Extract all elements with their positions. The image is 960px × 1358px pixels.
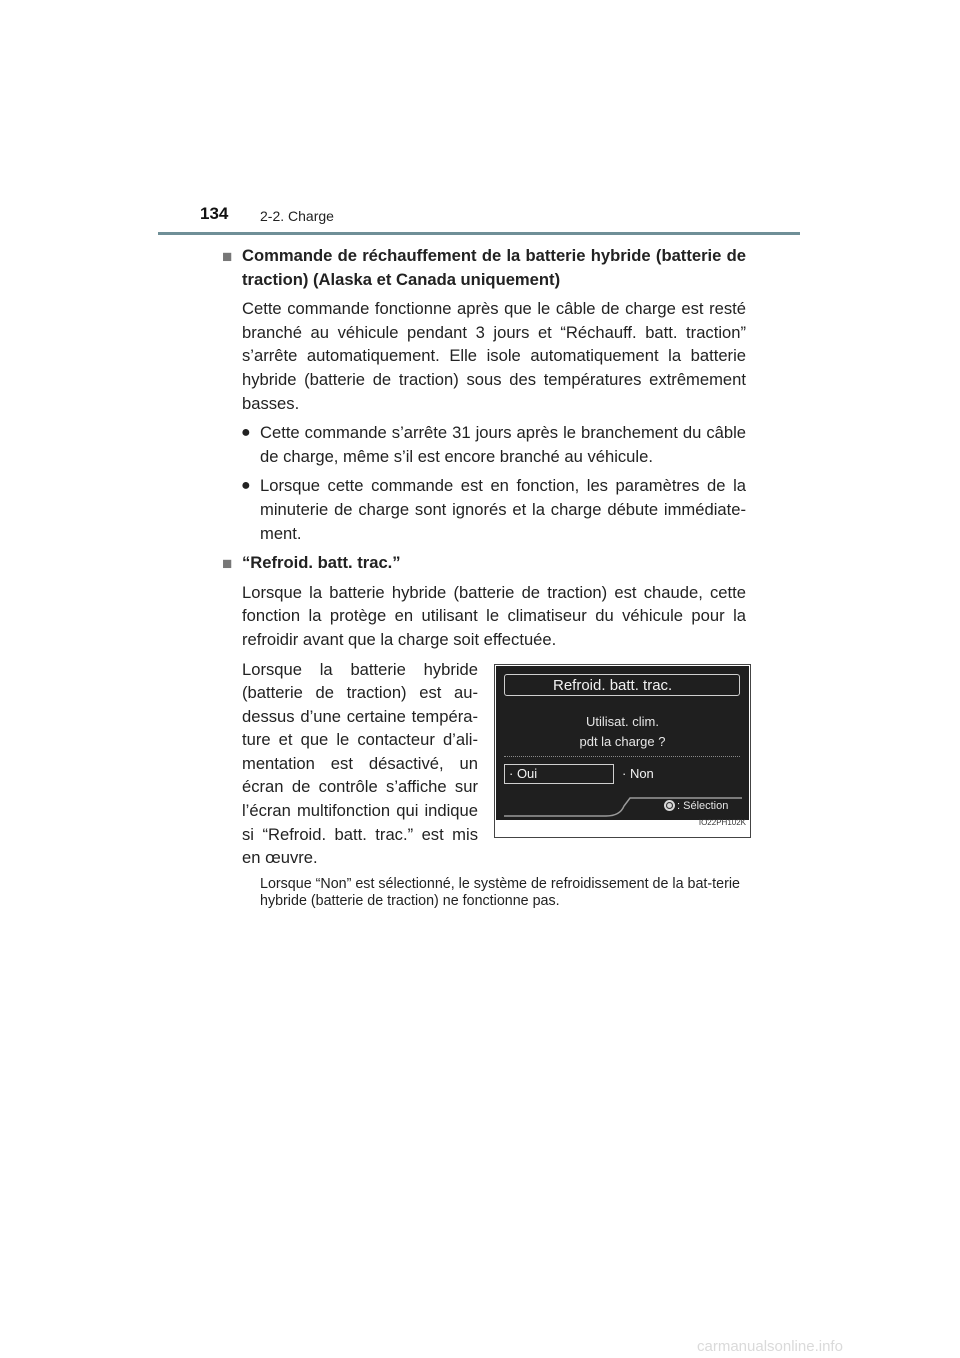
note-text: Lorsque “Non” est sélectionné, le système de refroidissement de la bat-terie hybride (batterie de traction) ne fonctionne pas.: [260, 875, 740, 910]
screen-curve-decoration: [496, 666, 749, 820]
option-no: · Non: [622, 765, 654, 781]
watermark: carmanualsonline.info: [697, 1338, 843, 1355]
header-rule: [158, 232, 800, 235]
page-content: [222, 244, 746, 911]
side-text: Lorsque la batterie hybride (batterie de traction) est au-dessus d’une certaine tempéra-ture et que le contacteur d’ali-mentation est désactivé, un écran de contrôle s’affiche sur l’écran multifonction qui indique si “Refroid. batt. trac.” est mis en œuvre.: [242, 659, 478, 868]
figure-block: [222, 658, 746, 870]
section-label: 2-2. Charge: [260, 208, 334, 224]
bullet-item: [222, 474, 746, 545]
bullet-text: Cette commande s’arrête 31 jours après le branchement du câble de charge, même s’il est encore branché au véhicule.: [260, 423, 746, 466]
option-yes: · Oui: [504, 764, 614, 784]
bullet-text: Lorsque cette commande est en fonction, les paramètres de la minuterie de charge sont ignorés et la charge débute immédiate-ment.: [260, 476, 746, 543]
heading-text: “Refroid. batt. trac.”: [242, 553, 401, 573]
page-number: 134: [200, 204, 229, 223]
heading-text: Commande de réchauffement de la batterie hybride (batterie de traction) (Alaska et Canada uniquement): [242, 246, 746, 289]
multi-info-screen: [496, 666, 749, 820]
display-figure: [494, 664, 751, 838]
paragraph: Cette commande fonctionne après que le câble de charge est resté branché au véhicule pendant 3 jours et “Réchauff. batt. traction” s’arrête automatiquement. Elle isole automatiquement la batterie hybride (batterie de traction) sous des températures extrêmement basses.: [242, 299, 746, 413]
bullet-item: [222, 421, 746, 468]
section-heading-heating: [222, 244, 746, 291]
control-knob-icon: [664, 800, 675, 811]
figure-code: IO22PH102K: [698, 817, 746, 827]
square-bullet-icon: ■: [222, 554, 233, 574]
screen-question-line1: Utilisat. clim.: [586, 713, 659, 729]
selection-hint-text: : Sélection: [677, 799, 729, 812]
square-bullet-icon: ■: [222, 247, 233, 266]
section-heading-cooling: [222, 551, 746, 575]
screen-title: Refroid. batt. trac.: [504, 674, 740, 696]
round-bullet-icon: ●: [241, 477, 251, 495]
round-bullet-icon: ●: [241, 424, 251, 442]
paragraph: Lorsque la batterie hybride (batterie de traction) est chaude, cette fonction la protège en utilisant le climatiseur du véhicule pour la refroidir avant que la charge soit effectuée.: [242, 582, 746, 649]
screen-question-line2: pdt la charge ?: [579, 733, 666, 749]
